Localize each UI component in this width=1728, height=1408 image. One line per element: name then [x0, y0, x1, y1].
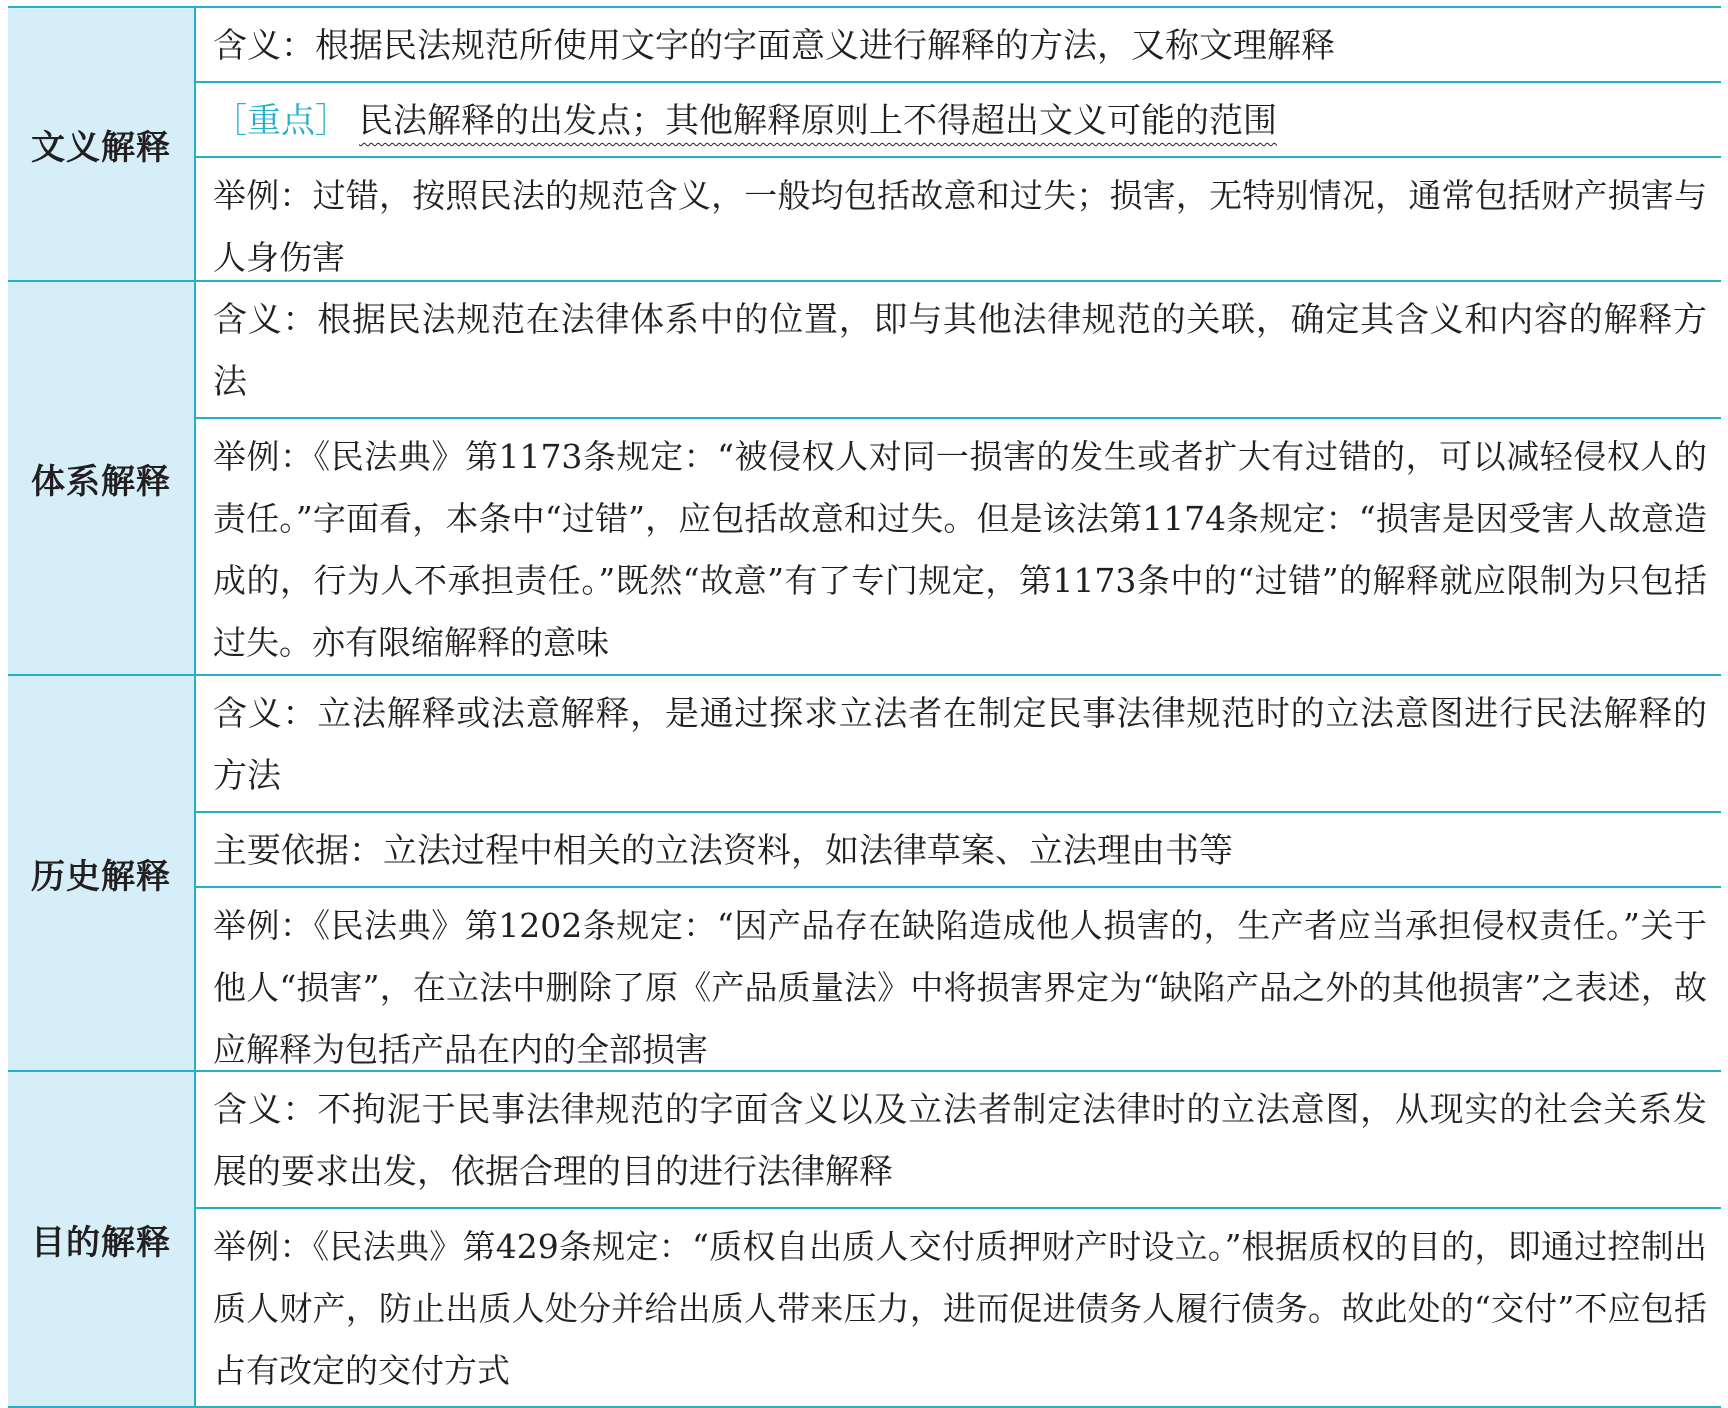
- systematic-definition: 含义：根据民法规范在法律体系中的位置，即与其他法律规范的关联，确定其含义和内容的解释方法: [213, 300, 1707, 402]
- historical-example-cell: [196, 888, 1721, 1085]
- historical-definition: 含义：立法解释或法意解释，是通过探求立法者在制定民事法律规范时的立法意图进行民法解释的方法: [213, 694, 1707, 796]
- key-point-text: 民法解释的出发点；其他解释原则上不得超出文义可能的范围: [359, 101, 1277, 141]
- literal-definition-cell: [196, 8, 1721, 83]
- systematic-example-cell: [196, 419, 1721, 678]
- literal-key-point: [213, 90, 1707, 152]
- purposive-example-cell: [196, 1209, 1721, 1406]
- row-label-systematic: 体系解释: [8, 282, 196, 676]
- literal-example: 举例：过错，按照民法的规范含义，一般均包括故意和过失；损害，无特别情况，通常包括财产损害与人身伤害: [213, 176, 1707, 277]
- row-label-historical: 历史解释: [8, 676, 196, 1072]
- systematic-example: 举例：《民法典》第1173条规定：“被侵权人对同一损害的发生或者扩大有过错的，可以减轻侵权人的责任。”字面看，本条中“过错”，应包括故意和过失。但是该法第1174条规定：“损害是因受害人故意造成的，行为人不承担责任。”既然“故意”有了专门规定，第1173条中的“过错”的解释就应限制为只包括过失。亦有限缩解释的意味: [213, 437, 1707, 662]
- key-point-tag: ［重点］: [213, 101, 349, 141]
- row-label-purposive: 目的解释: [8, 1072, 196, 1406]
- row-content-purposive: [196, 1072, 1721, 1406]
- row-content-systematic: [196, 282, 1721, 676]
- historical-basis-cell: [196, 813, 1721, 888]
- purposive-example: 举例：《民法典》第429条规定：“质权自出质人交付质押财产时设立。”根据质权的目的，即通过控制出质人财产，防止出质人处分并给出质人带来压力，进而促进债务人履行债务。故此处的“交付”不应包括占有改定的交付方式: [213, 1227, 1707, 1390]
- historical-example: 举例：《民法典》第1202条规定：“因产品存在缺陷造成他人损害的，生产者应当承担侵权责任。”关于他人“损害”，在立法中删除了原《产品质量法》中将损害界定为“缺陷产品之外的其他损害”之表述，故应解释为包括产品在内的全部损害: [213, 906, 1707, 1069]
- purposive-definition-cell: [196, 1072, 1721, 1209]
- historical-basis: 主要依据：立法过程中相关的立法资料，如法律草案、立法理由书等: [213, 831, 1233, 871]
- literal-definition: 含义：根据民法规范所使用文字的字面意义进行解释的方法，又称文理解释: [213, 26, 1335, 66]
- purposive-definition: 含义：不拘泥于民事法律规范的字面含义以及立法者制定法律时的立法意图，从现实的社会关系发展的要求出发，依据合理的目的进行法律解释: [213, 1090, 1707, 1192]
- historical-definition-cell: [196, 676, 1721, 813]
- row-content-literal: [196, 8, 1721, 282]
- row-label-literal: 文义解释: [8, 8, 196, 282]
- systematic-definition-cell: [196, 282, 1721, 419]
- literal-key-point-cell: [196, 83, 1721, 158]
- row-content-historical: [196, 676, 1721, 1072]
- literal-example-cell: [196, 158, 1721, 293]
- interpretation-methods-table: [8, 6, 1721, 1408]
